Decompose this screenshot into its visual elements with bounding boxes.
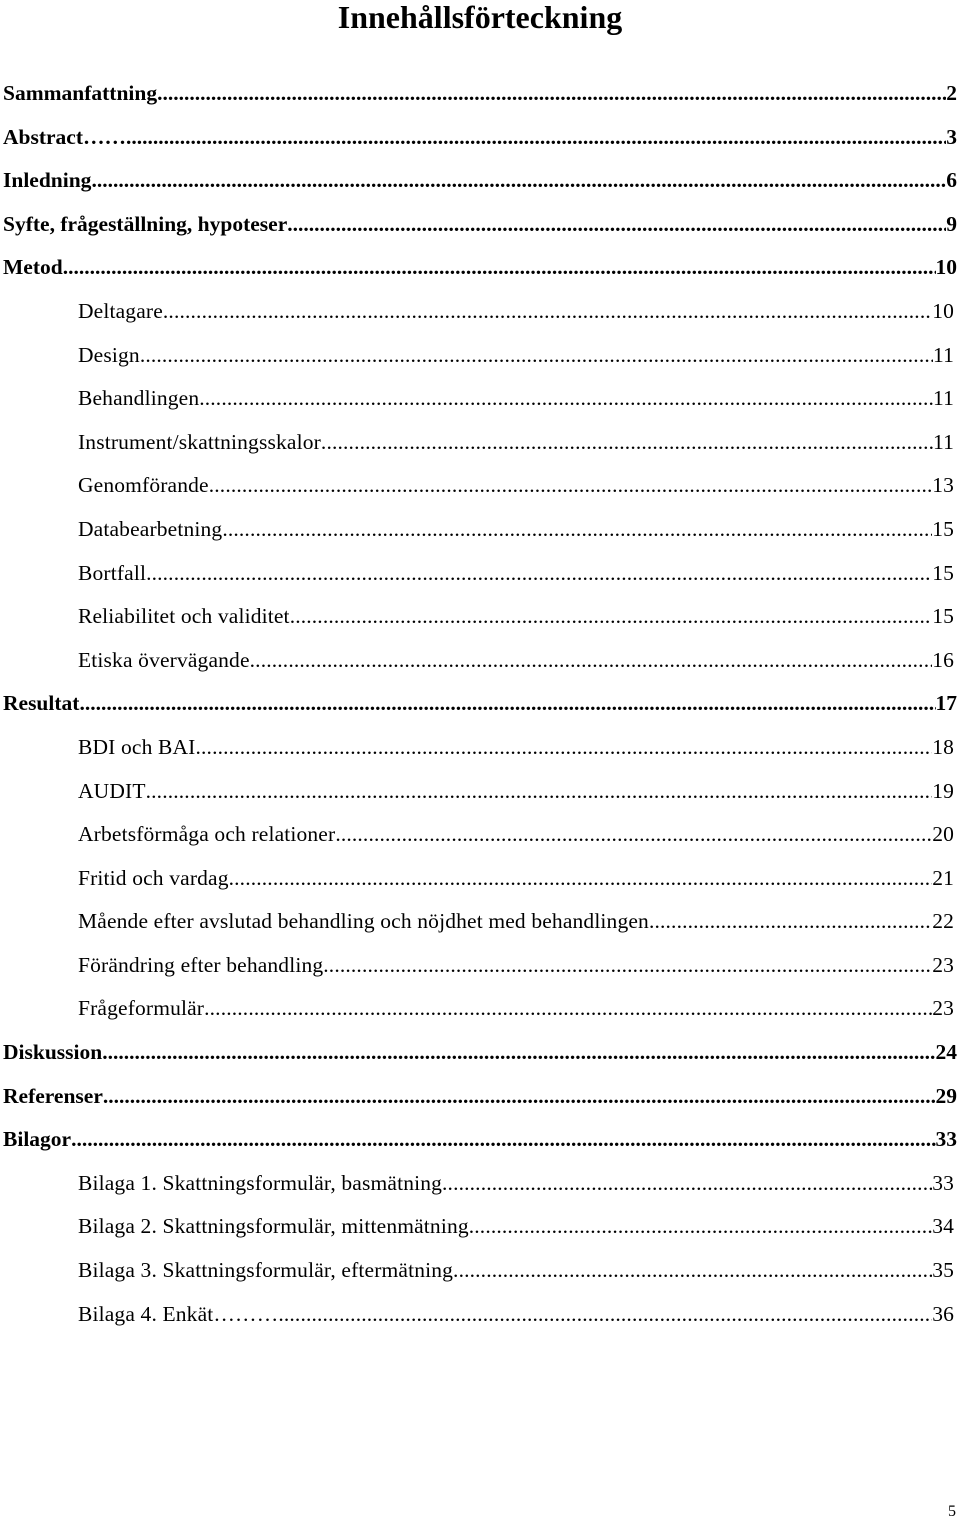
toc-dot-leader — [290, 595, 933, 639]
toc-entry-page: 36 — [932, 1301, 954, 1326]
toc-entry-page: 11 — [932, 429, 954, 454]
toc-entry-label: BDI och BAI — [78, 734, 196, 759]
toc-entry-label: Metod — [3, 255, 63, 280]
toc-dot-leader — [287, 203, 946, 247]
toc-entry-page: 11 — [932, 386, 954, 411]
toc-dot-leader — [335, 813, 932, 857]
toc-entry-page: 18 — [932, 734, 954, 759]
toc-entry — [0, 682, 957, 726]
toc-entry-label: Reliabilitet och validitet — [78, 604, 290, 629]
toc-dot-leader — [163, 290, 932, 334]
toc-dot-leader — [157, 72, 946, 116]
toc-entry — [0, 1249, 954, 1293]
toc-entry — [0, 377, 954, 421]
toc-entry-label: Resultat — [3, 691, 80, 716]
toc-dot-leader — [63, 246, 936, 290]
toc-dot-leader — [649, 900, 932, 944]
toc-entry-page: 2 — [946, 81, 957, 105]
toc-entry — [0, 552, 954, 596]
toc-entry-label: Mående efter avslutad behandling och nöjdhet med behandlingen — [78, 909, 649, 934]
toc-entry-page: 23 — [932, 996, 954, 1021]
toc-entry — [0, 116, 957, 160]
toc-entry-page: 35 — [932, 1258, 954, 1283]
toc-entry-label: Fritid och vardag — [78, 865, 229, 890]
toc-dot-leader — [321, 421, 933, 465]
toc-entry-page: 20 — [932, 822, 954, 847]
toc-entry-page: 9 — [946, 211, 957, 236]
toc-entry-label: Frågeformulär — [78, 996, 205, 1021]
toc-entry-label: Bilaga 4. Enkät……… — [78, 1301, 279, 1326]
toc-entry — [0, 508, 954, 552]
toc-entry-page: 21 — [932, 865, 954, 890]
toc-entry-label: AUDIT — [78, 778, 146, 803]
toc-entry-label: Databearbetning — [78, 516, 223, 541]
toc-dot-leader — [229, 857, 933, 901]
toc-dot-leader — [146, 552, 932, 596]
toc-entry-page: 23 — [932, 952, 954, 977]
toc-dot-leader — [278, 1293, 932, 1337]
toc-entry — [0, 987, 954, 1031]
toc-entry-page: 22 — [932, 909, 954, 934]
toc-entry — [0, 813, 954, 857]
toc-dot-leader — [442, 1162, 932, 1206]
toc-entry — [0, 246, 957, 290]
toc-entry-page: 15 — [932, 560, 954, 585]
toc-entry-page: 11 — [932, 342, 954, 367]
toc-entry-page: 33 — [932, 1170, 954, 1195]
toc-entry-page: 3 — [946, 124, 957, 149]
toc-entry-label: Förändring efter behandling — [78, 952, 324, 977]
toc-entry — [0, 857, 954, 901]
toc-entry — [0, 334, 954, 378]
toc-entry — [0, 1031, 957, 1075]
toc-entry — [0, 159, 957, 203]
page-title: Innehållsförteckning — [337, 0, 623, 35]
toc-entry-label: Bortfall — [78, 560, 147, 585]
toc-entry-page: 29 — [935, 1083, 957, 1108]
toc-entry — [0, 1162, 954, 1206]
table-of-contents — [0, 72, 960, 1336]
toc-dot-leader — [102, 1031, 935, 1075]
toc-dot-leader — [323, 944, 932, 988]
toc-entry — [0, 1075, 957, 1119]
toc-entry — [0, 421, 954, 465]
toc-dot-leader — [204, 987, 932, 1031]
toc-entry-page: 6 — [946, 168, 957, 193]
toc-entry-label: Referenser — [3, 1083, 103, 1108]
toc-entry-label: Bilagor — [3, 1127, 72, 1152]
toc-dot-leader — [250, 639, 933, 683]
toc-entry — [0, 290, 954, 334]
toc-entry-label: Instrument/skattningsskalor — [78, 429, 321, 454]
toc-entry — [0, 1293, 954, 1337]
toc-dot-leader — [91, 159, 946, 203]
toc-entry-label: Design — [78, 342, 140, 367]
toc-dot-leader — [196, 726, 933, 770]
toc-entry-label: Diskussion — [3, 1040, 103, 1065]
toc-entry-label: Inledning — [3, 168, 92, 193]
toc-dot-leader — [199, 377, 933, 421]
toc-entry — [0, 944, 954, 988]
toc-entry-page: 34 — [932, 1214, 954, 1239]
toc-dot-leader — [453, 1249, 932, 1293]
toc-entry — [0, 595, 954, 639]
toc-dot-leader — [146, 770, 933, 814]
toc-entry — [0, 203, 957, 247]
toc-entry-page: 33 — [935, 1127, 957, 1152]
toc-entry-label: Behandlingen — [78, 386, 200, 411]
toc-entry — [0, 900, 954, 944]
toc-entry-page: 24 — [935, 1040, 957, 1065]
toc-entry-page: 15 — [932, 604, 954, 629]
toc-dot-leader — [126, 116, 946, 160]
toc-entry-label: Syfte, frågeställning, hypoteser — [3, 211, 288, 236]
toc-dot-leader — [103, 1075, 936, 1119]
toc-entry — [0, 464, 954, 508]
toc-entry-page: 17 — [935, 691, 957, 716]
toc-dot-leader — [209, 464, 932, 508]
toc-entry-label: Bilaga 2. Skattningsformulär, mittenmätning — [78, 1214, 469, 1239]
toc-entry-label: Sammanfattning — [3, 81, 158, 105]
toc-entry-page: 10 — [932, 298, 954, 323]
toc-entry-page: 10 — [935, 255, 957, 280]
toc-entry-page: 13 — [932, 473, 954, 498]
toc-entry — [0, 726, 954, 770]
page-number: 5 — [948, 1503, 956, 1520]
toc-dot-leader — [71, 1118, 935, 1162]
toc-dot-leader — [469, 1205, 932, 1249]
toc-entry-label: Abstract…… — [3, 124, 127, 149]
toc-entry-label: Etiska övervägande — [78, 647, 250, 672]
toc-entry — [0, 1118, 957, 1162]
toc-entry — [0, 72, 957, 116]
toc-entry — [0, 770, 954, 814]
toc-entry — [0, 639, 954, 683]
toc-entry — [0, 1205, 954, 1249]
toc-entry-label: Genomförande — [78, 473, 209, 498]
toc-entry-label: Bilaga 1. Skattningsformulär, basmätning — [78, 1170, 443, 1195]
toc-entry-label: Deltagare — [78, 298, 163, 323]
toc-entry-page: 15 — [932, 516, 954, 541]
toc-dot-leader — [79, 682, 935, 726]
toc-dot-leader — [140, 334, 933, 378]
toc-entry-page: 16 — [932, 647, 954, 672]
toc-entry-page: 19 — [932, 778, 954, 803]
toc-dot-leader — [222, 508, 932, 552]
toc-entry-label: Arbetsförmåga och relationer — [78, 822, 336, 847]
toc-entry-label: Bilaga 3. Skattningsformulär, eftermätning — [78, 1258, 454, 1283]
